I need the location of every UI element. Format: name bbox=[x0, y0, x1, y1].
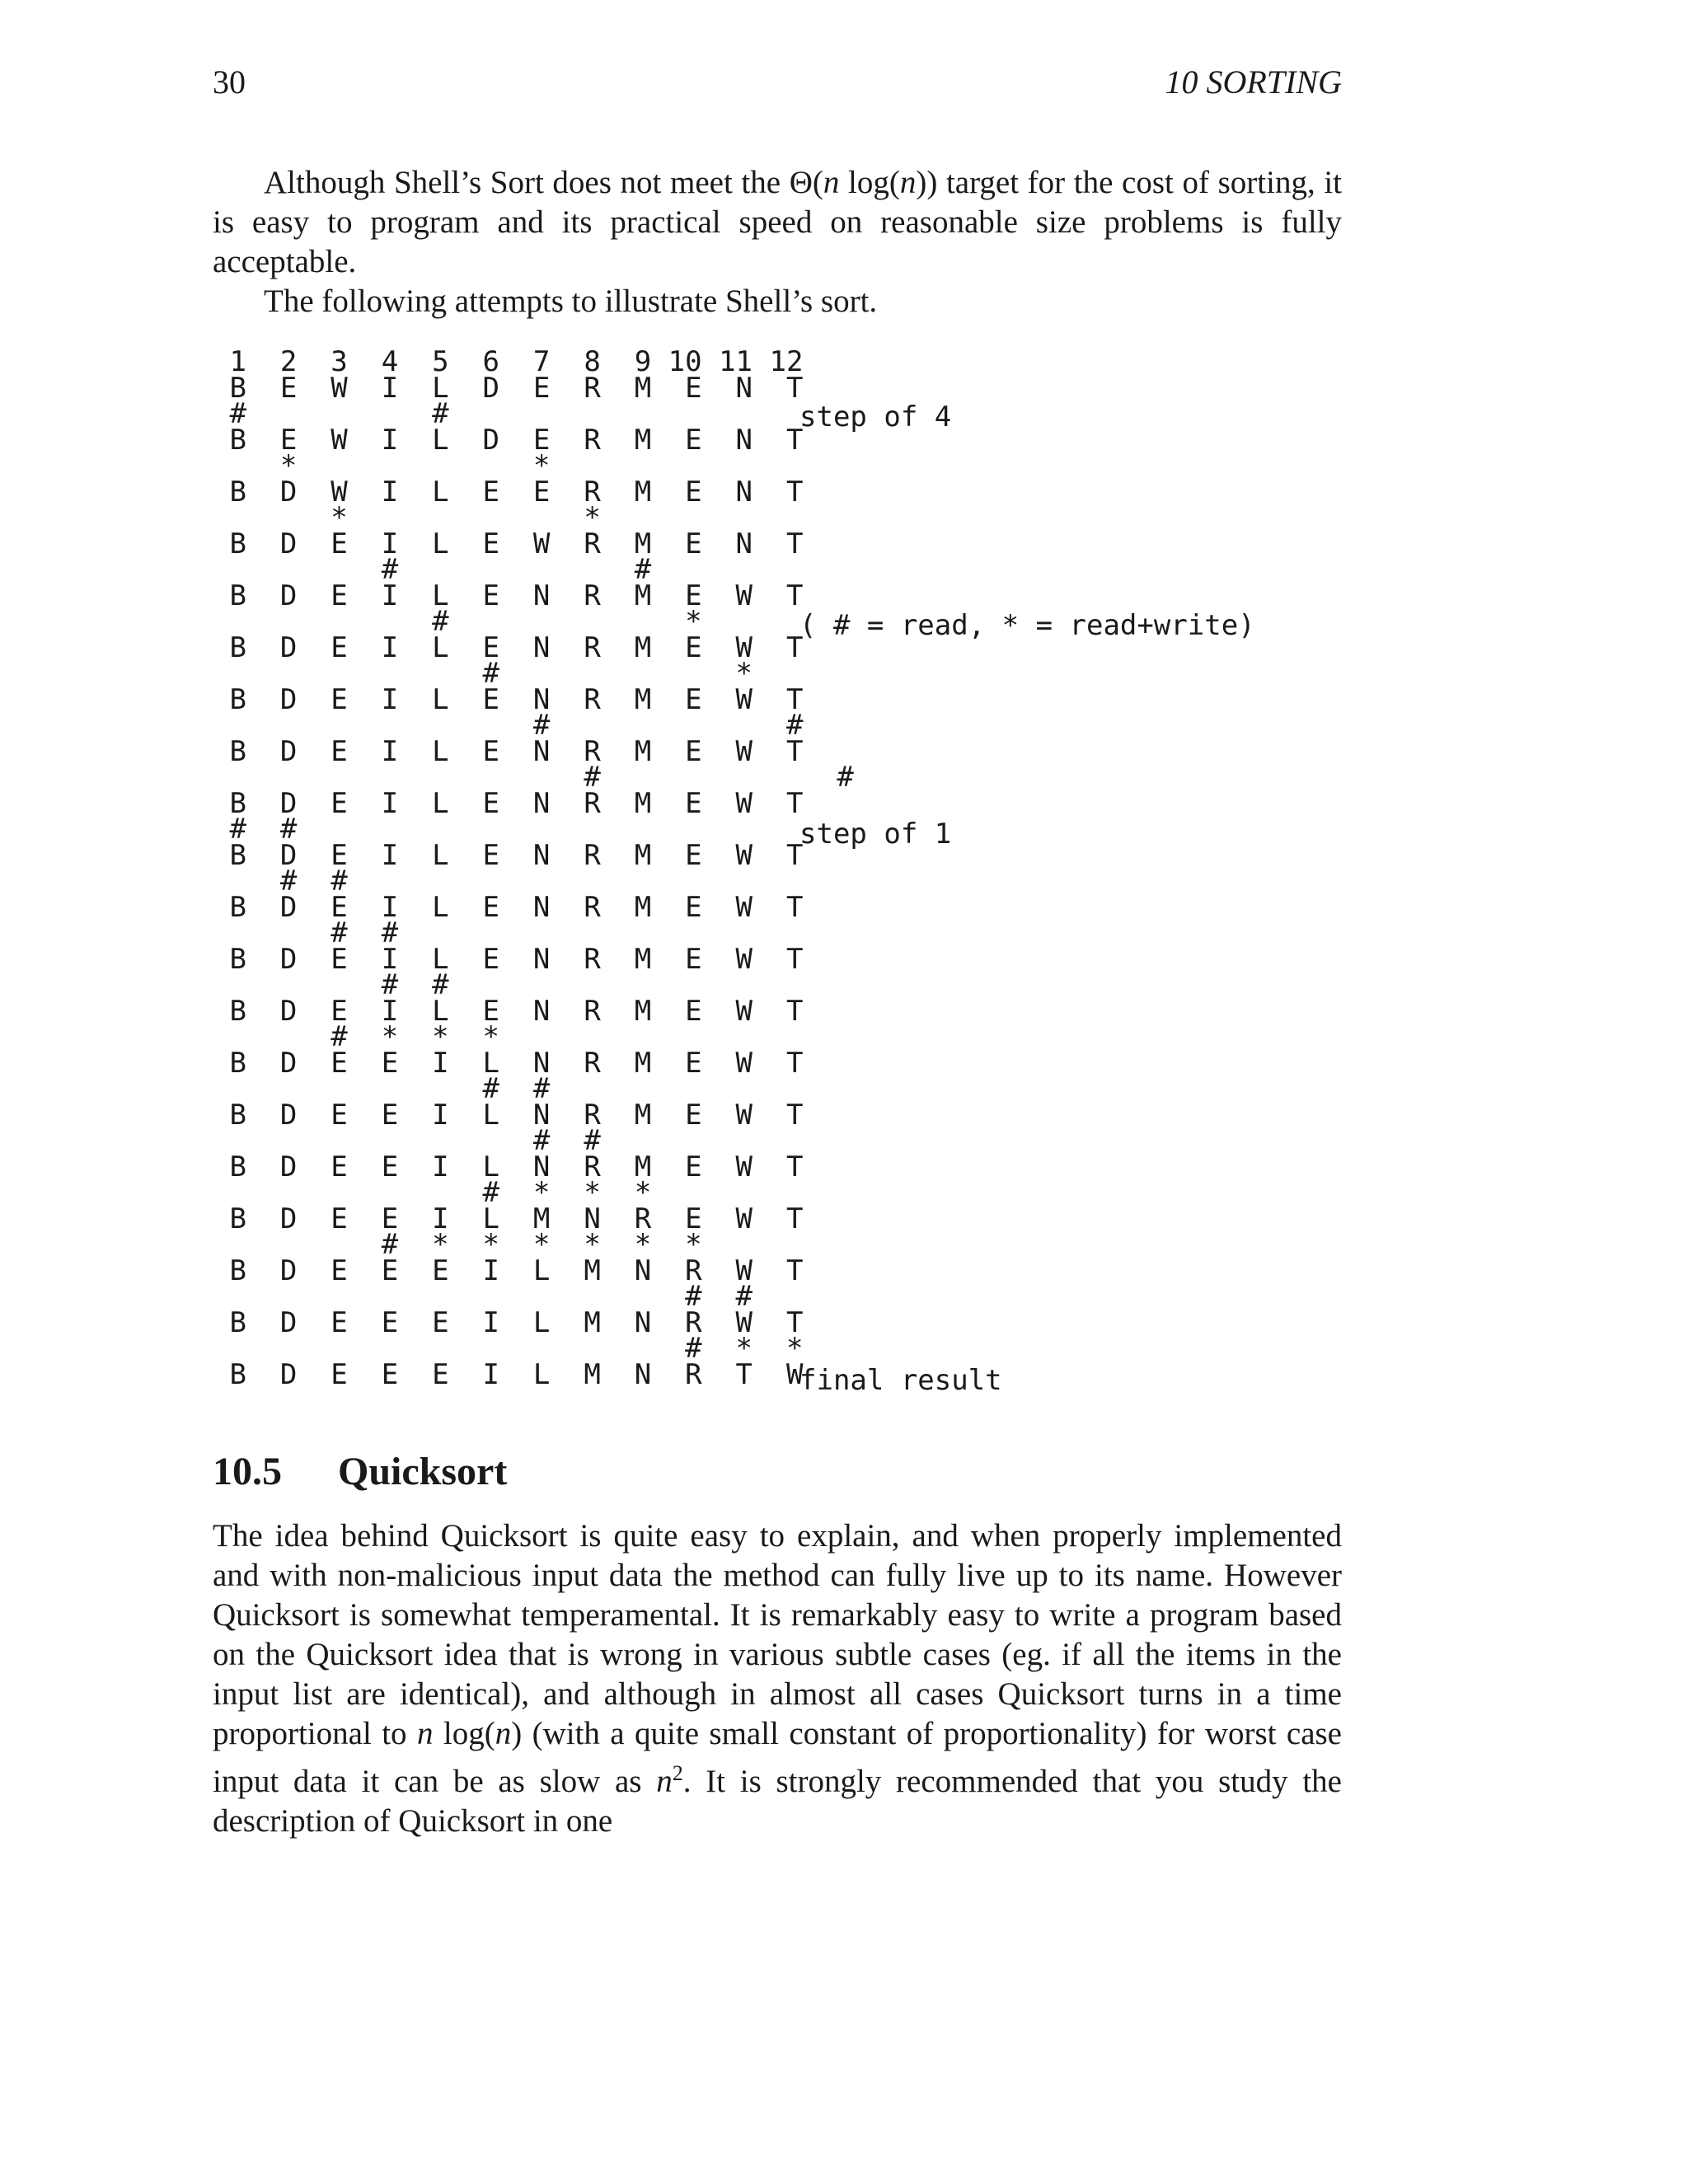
trace-line: # * * bbox=[213, 1332, 804, 1365]
trace-line: B D W I L E E R M E N T bbox=[213, 475, 804, 509]
trace-line: B D E I L E W R M E N T bbox=[213, 527, 804, 560]
trace-line: B E W I L D E R M E N T bbox=[213, 423, 804, 457]
note-final-result: final result bbox=[799, 1364, 1002, 1397]
intro-paragraph-2: The following attempts to illustrate Shell’s sort. bbox=[264, 284, 878, 319]
trace-line: B D E I L E N R M E W T bbox=[213, 682, 804, 716]
trace-line: # # bbox=[213, 1124, 601, 1157]
trace-line: # # bbox=[213, 709, 804, 742]
quicksort-paragraph bbox=[213, 1516, 1342, 1841]
section-number: 10.5 bbox=[213, 1450, 282, 1493]
trace-line: # * * * bbox=[213, 1020, 499, 1053]
trace-line: # * * * * * * bbox=[213, 1228, 702, 1261]
trace-line: B D E E I L M N R E W T bbox=[213, 1202, 804, 1235]
trace-line: B D E E E I L M N R W T bbox=[213, 1305, 804, 1339]
trace-line: # # bbox=[213, 813, 298, 846]
intro-text bbox=[213, 163, 1342, 321]
trace-line: B D E I L E N R M E W T bbox=[213, 786, 804, 820]
trace-line: B D E E I L N R M E W T bbox=[213, 1098, 804, 1132]
trace-line: # # bbox=[213, 1072, 551, 1105]
trace-line: # * bbox=[213, 657, 753, 690]
trace-line: B D E I L E N R M E W T bbox=[213, 734, 804, 768]
note-legend: ( # = read, * = read+write) bbox=[799, 609, 1255, 642]
trace-line: # # bbox=[213, 1280, 753, 1313]
trace-line: # # bbox=[213, 865, 348, 898]
trace-line: B D E I L E N R M E W T bbox=[213, 630, 804, 664]
trace-line: B D E E I L N R M E W T bbox=[213, 1150, 804, 1183]
trace-line: # * bbox=[213, 605, 702, 638]
trace-line: # # bbox=[213, 397, 449, 430]
trace-line: B D E I L E N R M E W T bbox=[213, 579, 804, 612]
note-step-of-1: step of 1 bbox=[799, 818, 952, 851]
trace-line: B D E I L E N R M E W T bbox=[213, 890, 804, 924]
trace-line: B D E E E I L M N R W T bbox=[213, 1254, 804, 1287]
running-head: 10 SORTING bbox=[1165, 63, 1342, 101]
trace-line: B D E I L E N R M E W T bbox=[213, 994, 804, 1028]
quicksort-text: The idea behind Quicksort is quite easy to explain, and when properly implemented and with non-malicious input data the method can fully live up to its name. However Quicksort is somewhat temperamental. It is remarkably easy to write a program based on the Quicksort idea that is wrong in various subtle cases (eg. if all the items in the input list are identical), and although in almost all cases Quicksort turns in a time proportional to n log(n) (with a quite small constant of proportionality) for worst case input data it can be as slow as $n^2$. It is strongly recommended that you study the description of Quicksort in one bbox=[213, 1518, 1342, 1839]
trace-line: B D E I L E N R M E W T bbox=[213, 942, 804, 976]
intro-paragraph-1: Although Shell’s Sort does not meet the Θ(n log(n)) target for the cost of sorting, it is easy to program and its practical speed on reasonable size problems is fully acceptable. bbox=[213, 165, 1342, 279]
trace-line: # # bbox=[213, 761, 854, 794]
trace-line: B E W I L D E R M E N T bbox=[213, 371, 804, 405]
section-heading bbox=[213, 1449, 507, 1495]
trace-line: B D E I L E N R M E W T bbox=[213, 838, 804, 872]
trace-line: # * * * bbox=[213, 1176, 652, 1209]
shell-sort-trace bbox=[213, 345, 1284, 1391]
trace-line: B D E E E I L M N R T W bbox=[213, 1357, 804, 1391]
trace-line: # # bbox=[213, 968, 449, 1001]
trace-line: # # bbox=[213, 553, 652, 586]
page-number: 30 bbox=[213, 63, 246, 101]
trace-line: * * bbox=[213, 449, 551, 482]
trace-line: # # bbox=[213, 916, 399, 949]
trace-line: B D E E I L N R M E W T bbox=[213, 1046, 804, 1080]
section-title: Quicksort bbox=[338, 1450, 508, 1493]
trace-line: 1 2 3 4 5 6 7 8 9 10 11 12 bbox=[213, 345, 804, 378]
trace-line: * * bbox=[213, 501, 601, 534]
note-step-of-4: step of 4 bbox=[799, 401, 952, 434]
